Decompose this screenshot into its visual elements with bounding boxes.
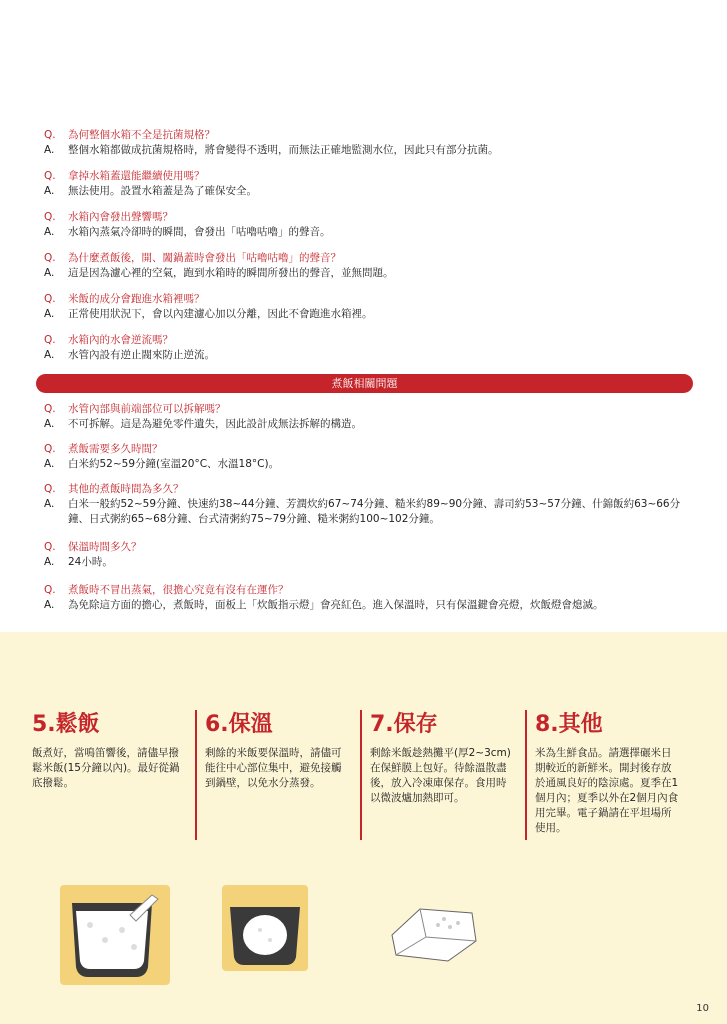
- answer-tag: A.: [44, 226, 55, 238]
- question-text: 煮飯時不冒出蒸氣，很擔心究竟有沒有在運作？: [68, 584, 289, 596]
- faq-question: [44, 169, 694, 184]
- tip-title: 7.保存: [370, 712, 438, 737]
- answer-tag: A.: [44, 556, 55, 568]
- answer-tag: A.: [44, 599, 55, 611]
- answer-tag: A.: [44, 349, 55, 361]
- question-tag: Q.: [44, 541, 56, 553]
- faq-item: [44, 128, 694, 158]
- faq-answer: [44, 555, 694, 570]
- question-text: 保溫時間多久？: [68, 541, 142, 553]
- faq-question: [44, 482, 694, 497]
- question-tag: Q.: [44, 252, 56, 264]
- answer-text: 水箱內蒸氣冷卻時的瞬間，會發出「咕嚕咕嚕」的聲音。: [68, 226, 331, 238]
- answer-tag: A.: [44, 144, 55, 156]
- question-text: 拿掉水箱蓋還能繼續使用嗎？: [68, 170, 205, 182]
- faq-answer: [44, 225, 694, 240]
- faq-answer: [44, 457, 694, 472]
- tip-body: 飯煮好，當鳴笛響後，請儘早撥鬆米飯(15分鐘以內)。最好從鍋底撥鬆。: [32, 747, 180, 789]
- answer-tag: A.: [44, 185, 55, 197]
- answer-text: 為免除這方面的擔心，煮飯時，面板上「炊飯指示燈」會亮紅色。進入保溫時，只有保溫鍵會亮燈，炊飯燈會熄滅。: [68, 599, 604, 611]
- faq-item: [44, 292, 694, 322]
- faq-question: [44, 583, 694, 598]
- faq-answer: [44, 184, 694, 199]
- tip-body: 剩餘的米飯要保溫時，請儘可能往中心部位集中，避免接觸到鍋壁，以免水分蒸發。: [205, 747, 342, 789]
- answer-tag: A.: [44, 418, 55, 430]
- faq-item: [44, 482, 694, 527]
- question-text: 其他的煮飯時間為多久？: [68, 483, 184, 495]
- question-text: 水箱內會發出聲響嗎？: [68, 211, 173, 223]
- answer-text: 無法使用。設置水箱蓋是為了確保安全。: [68, 185, 257, 197]
- faq-question: [44, 210, 694, 225]
- faq-question: [44, 442, 694, 457]
- question-tag: Q.: [44, 334, 56, 346]
- question-tag: Q.: [44, 170, 56, 182]
- question-text: 水管內部與前端部位可以拆解嗎？: [68, 403, 226, 415]
- faq-item: [44, 333, 694, 363]
- question-text: 為什麼煮飯後，開、闔鍋蓋時會發出「咕嚕咕嚕」的聲音？: [68, 252, 341, 264]
- answer-tag: A.: [44, 498, 55, 510]
- faq-answer: [44, 598, 694, 613]
- answer-text: 24小時。: [68, 556, 113, 568]
- section-heading-bar: [36, 374, 693, 393]
- faq-item: [44, 442, 694, 472]
- tip-title: 6.保溫: [205, 712, 273, 737]
- faq-answer: [44, 348, 694, 363]
- question-tag: Q.: [44, 293, 56, 305]
- rice-centered-illustration: [222, 885, 308, 971]
- faq-answer: [44, 143, 694, 158]
- answer-text: 白米約52~59分鐘(室溫20°C、水溫18°C)。: [68, 458, 280, 470]
- question-text: 米飯的成分會跑進水箱裡嗎？: [68, 293, 205, 305]
- faq-question: [44, 540, 694, 555]
- rice-stirring-illustration: [60, 885, 170, 985]
- answer-text: 整個水箱都做成抗菌規格時，將會變得不透明，而無法正確地監測水位，因此只有部分抗菌。: [68, 144, 499, 156]
- question-tag: Q.: [44, 584, 56, 596]
- answer-text: 白米一般約52~59分鐘、快速約38~44分鐘、芳潤炊約67~74分鐘、糙米約89~90分鐘、壽司約53~57分鐘、什錦飯約63~66分鐘、日式粥約65~68分鐘、台式清粥約75~79分鐘、糙米粥約100~102分鐘。: [68, 498, 681, 525]
- faq-question: [44, 333, 694, 348]
- tip-body: 剩餘米飯趁熱攤平(厚2~3cm)在保鮮膜上包好。待餘溫散盡後，放入冷凍庫保存。食用時以微波爐加熱即可。: [370, 747, 511, 804]
- answer-text: 這是因為濾心裡的空氣，跑到水箱時的瞬間所發出的聲音，並無問題。: [68, 267, 394, 279]
- question-tag: Q.: [44, 129, 56, 141]
- question-text: 為何整個水箱不全是抗菌規格？: [68, 129, 215, 141]
- faq-cooking-list: [44, 402, 694, 613]
- question-tag: Q.: [44, 211, 56, 223]
- faq-item: [44, 169, 694, 199]
- question-tag: Q.: [44, 403, 56, 415]
- answer-tag: A.: [44, 267, 55, 279]
- tip-storage: [360, 710, 525, 840]
- answer-text: 不可拆解。這是為避免零件遺失，因此設計成無法拆解的構造。: [68, 418, 362, 430]
- tip-keep-warm: [195, 710, 360, 840]
- question-tag: Q.: [44, 483, 56, 495]
- page-number: 10: [696, 1003, 709, 1014]
- faq-answer: [44, 497, 694, 527]
- answer-tag: A.: [44, 308, 55, 320]
- tip-loosen: [30, 710, 195, 840]
- answer-tag: A.: [44, 458, 55, 470]
- question-text: 煮飯需要多久時間？: [68, 443, 163, 455]
- faq-item: [44, 402, 694, 432]
- faq-question: [44, 251, 694, 266]
- faq-item: [44, 210, 694, 240]
- wrapped-rice-illustration: [386, 895, 482, 965]
- faq-answer: [44, 417, 694, 432]
- question-text: 水箱內的水會逆流嗎？: [68, 334, 173, 346]
- question-tag: Q.: [44, 443, 56, 455]
- tips-row: [30, 710, 700, 840]
- tip-title: 5.鬆飯: [32, 712, 100, 737]
- faq-question: [44, 292, 694, 307]
- faq-item: [44, 583, 694, 613]
- faq-answer: [44, 266, 694, 281]
- faq-answer: [44, 307, 694, 322]
- tip-other: [525, 710, 690, 840]
- answer-text: 正常使用狀況下，會以內建濾心加以分離，因此不會跑進水箱裡。: [68, 308, 373, 320]
- faq-item: [44, 251, 694, 281]
- tip-title: 8.其他: [535, 712, 603, 737]
- answer-text: 水管內設有逆止閥來防止逆流。: [68, 349, 215, 361]
- section-title: 煮飯相關問題: [331, 377, 398, 390]
- faq-question: [44, 128, 694, 143]
- tip-body: 米為生鮮食品。請選擇碾米日期較近的新鮮米。開封後存放於通風良好的陰涼處。夏季在1個月內；夏季以外在2個月內食用完畢。電子鍋請在平坦場所使用。: [535, 747, 679, 834]
- faq-top-list: [44, 128, 694, 363]
- faq-question: [44, 402, 694, 417]
- faq-item: [44, 540, 694, 570]
